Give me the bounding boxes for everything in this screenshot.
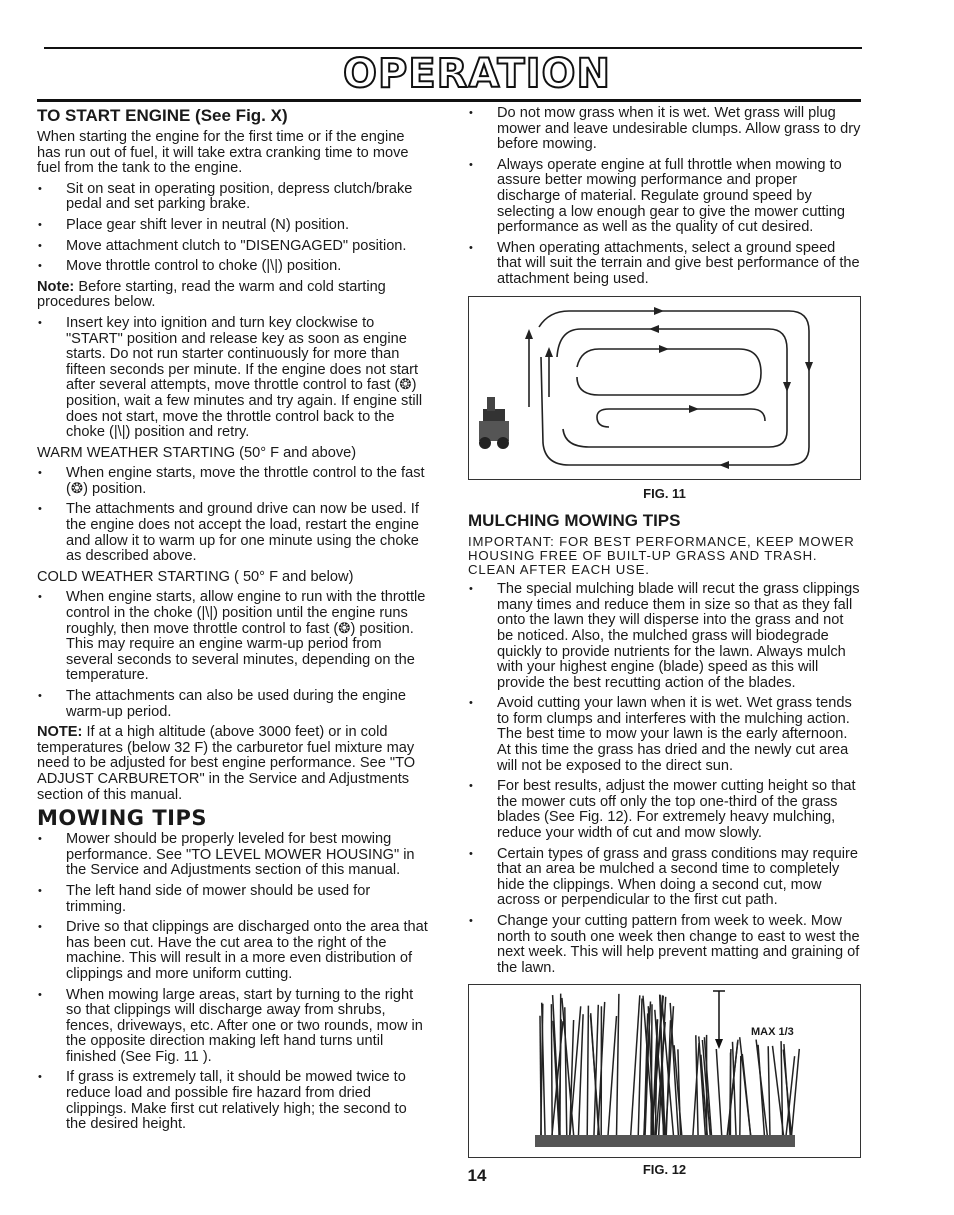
list-item: • When engine starts, move the throttle control to the fast (❂) position.: [37, 466, 430, 497]
mulching-tips-list: [468, 582, 861, 976]
title-underline: [37, 99, 861, 102]
grass-blade: [551, 1004, 552, 1137]
list-item: • The special mulching blade will recut the grass clippings many times and reduce them in size so that as they fall onto the lawn they will disperse into the grass and not be noticed. Also, the mulched grass will biodegrade quickly to provide nutrients for the lawn. Always mulch with your highest engine (blade) speed as this will provide the best recutting action of the blades.: [468, 582, 861, 691]
mulching-tips-heading: MULCHING MOWING TIPS: [468, 511, 681, 531]
list-item: • When operating attachments, select a ground speed that will suit the terrain and give best performance of the attachment being used.: [468, 241, 861, 288]
list-item: • Insert key into ignition and turn key clockwise to "START" position and release key as soon as engine starts. Do not run starter continuously for more than fifteen seconds per minute. If the engine does not start after several attempts, move throttle control to fast (❂) position, wait a few minutes and try again. If engine still does not start, move the throttle control back to the choke (|\|) position and retry.: [37, 316, 430, 441]
mowing-tips-continued-list: [468, 106, 861, 288]
cold-weather-heading: COLD WEATHER STARTING ( 50° F and below): [37, 568, 354, 585]
altitude-note: [37, 725, 430, 803]
list-item: • For best results, adjust the mower cutting height so that the mower cuts off only the top one-third of the grass blades (See Fig. 12). For extremely heavy mulching, reduce your width of cut and mow slowly.: [468, 779, 861, 841]
list-item: • Move throttle control to choke (|\|) position.: [37, 259, 430, 275]
warm-weather-list: [37, 466, 430, 565]
list-item: • The left hand side of mower should be used for trimming.: [37, 884, 430, 915]
mowing-pattern-figure: [468, 296, 861, 480]
left-column: [37, 106, 430, 1138]
list-item: • The attachments and ground drive can now be used. If the engine does not accept the load, restart the engine and allow it to warm up for one minute using the choke as described above.: [37, 502, 430, 564]
page-title: OPERATION: [343, 51, 611, 97]
grass-height-figure: [468, 984, 861, 1158]
tractor-icon: [479, 397, 509, 449]
list-item: • When engine starts, allow engine to run with the throttle control in the choke (|\|) position until the engine runs roughly, then move throttle control to fast (❂) position. This may require an engine warm-up period from several seconds to several minutes, depending on the temperature.: [37, 590, 430, 684]
note-label: NOTE:: [37, 724, 83, 741]
grass-blade: [756, 1040, 767, 1137]
grass-blade: [740, 1056, 741, 1137]
note-text: Before starting, read the warm and cold starting procedures below.: [37, 278, 386, 311]
grass-blade: [608, 1016, 617, 1137]
cold-weather-list: [37, 590, 430, 720]
list-item: • Mower should be properly leveled for best mowing performance. See "TO LEVEL MOWER HOUSING" in the Service and Adjustments section of this manual.: [37, 832, 430, 879]
warm-weather-heading: WARM WEATHER STARTING (50° F and above): [37, 444, 357, 461]
grass-blade: [791, 1049, 799, 1137]
mowing-tips-list: [37, 832, 430, 1133]
page-number: 14: [467, 1166, 487, 1185]
start-engine-heading: TO START ENGINE (See Fig. X): [37, 106, 288, 125]
insert-key-list: [37, 316, 430, 441]
grass-blade: [742, 1054, 751, 1137]
note-label: Note:: [37, 278, 75, 295]
grass-blade: [768, 1047, 770, 1138]
list-item: • Drive so that clippings are discharged onto the area that has been cut. Have the cut area to the right of the machine. This will result in a more even distribution of clippings and more uniform cutting.: [37, 920, 430, 982]
grass-blade: [617, 994, 619, 1137]
fig11-caption: FIG. 11: [643, 485, 686, 501]
grass-blade: [716, 1049, 722, 1137]
mowing-tips-heading: MOWING TIPS: [37, 806, 208, 831]
start-steps-list: [37, 182, 430, 275]
list-item: • When mowing large areas, start by turning to the right so that clippings will discharge away from shrubs, fences, driveways, etc. After one or two rounds, mow in the opposite direction making left hand turns until finished (See Fig. 11 ).: [37, 988, 430, 1066]
note-text: If at a high altitude (above 3000 feet) or in cold temperatures (below 32 F) the carburetor fuel mixture may need to be adjusted for best engine performance. See "TO ADJUST CARBURETOR" in the Service and Adjustments section of this manual.: [37, 724, 416, 803]
grass-blade: [587, 1006, 588, 1137]
list-item: • Change your cutting pattern from week to week. Mow north to south one week then change to east to west the next week. This will help prevent matting and graining of the lawn.: [468, 914, 861, 976]
important-notice: IMPORTANT: FOR BEST PERFORMANCE, KEEP MOWER HOUSING FREE OF BUILT-UP GRASS AND TRASH. CLEAN AFTER EACH USE.: [468, 534, 855, 578]
note-before-starting: [37, 280, 430, 311]
grass-blade: [651, 1005, 652, 1138]
max-one-third-label: MAX 1/3: [751, 1026, 794, 1039]
list-item: • Avoid cutting your lawn when it is wet. Wet grass tends to form clumps and interferes with the mulching action. The best time to mow your lawn is the early afternoon. At this time the grass has dried and the newly cut area will not be exposed to the direct sun.: [468, 696, 861, 774]
list-item: • Move attachment clutch to "DISENGAGED" position.: [37, 239, 430, 255]
fig12-caption: FIG. 12: [642, 1162, 687, 1178]
list-item: • Always operate engine at full throttle when mowing to assure better mowing performance and proper discharge of material. Regulate ground speed by selecting a low enough gear to give the mower cutting performance as well as the quality of cut desired.: [468, 158, 861, 236]
mowing-pattern-diagram: [469, 297, 860, 479]
right-column: [468, 106, 861, 1188]
grass-blade: [540, 1016, 541, 1137]
list-item: • If grass is extremely tall, it should be mowed twice to reduce load and possible fire hazard from dried clippings. Make first cut relatively high; the second to the desired height.: [37, 1070, 430, 1132]
list-item: • Certain types of grass and grass conditions may require that an area be mulched a second time to completely hide the clippings. When doing a second cut, mow across or perpendicular to the first cut path.: [468, 847, 861, 909]
grass-blade: [699, 1037, 706, 1138]
grass-illustration: [469, 985, 860, 1157]
start-intro: When starting the engine for the first time or if the engine has run out of fuel, it will take extra cranking time to move fuel from the tank to the engine.: [37, 129, 409, 177]
grass-blade: [565, 1008, 567, 1138]
list-item: • Sit on seat in operating position, depress clutch/brake pedal and set parking brake.: [37, 182, 430, 213]
top-rule: [44, 47, 862, 49]
list-item: • The attachments can also be used during the engine warm-up period.: [37, 689, 430, 720]
list-item: • Do not mow grass when it is wet. Wet grass will plug mower and leave undesirable clumps. Allow grass to dry before mowing.: [468, 106, 861, 153]
list-item: • Place gear shift lever in neutral (N) position.: [37, 218, 430, 234]
grass-blade: [560, 994, 561, 1137]
